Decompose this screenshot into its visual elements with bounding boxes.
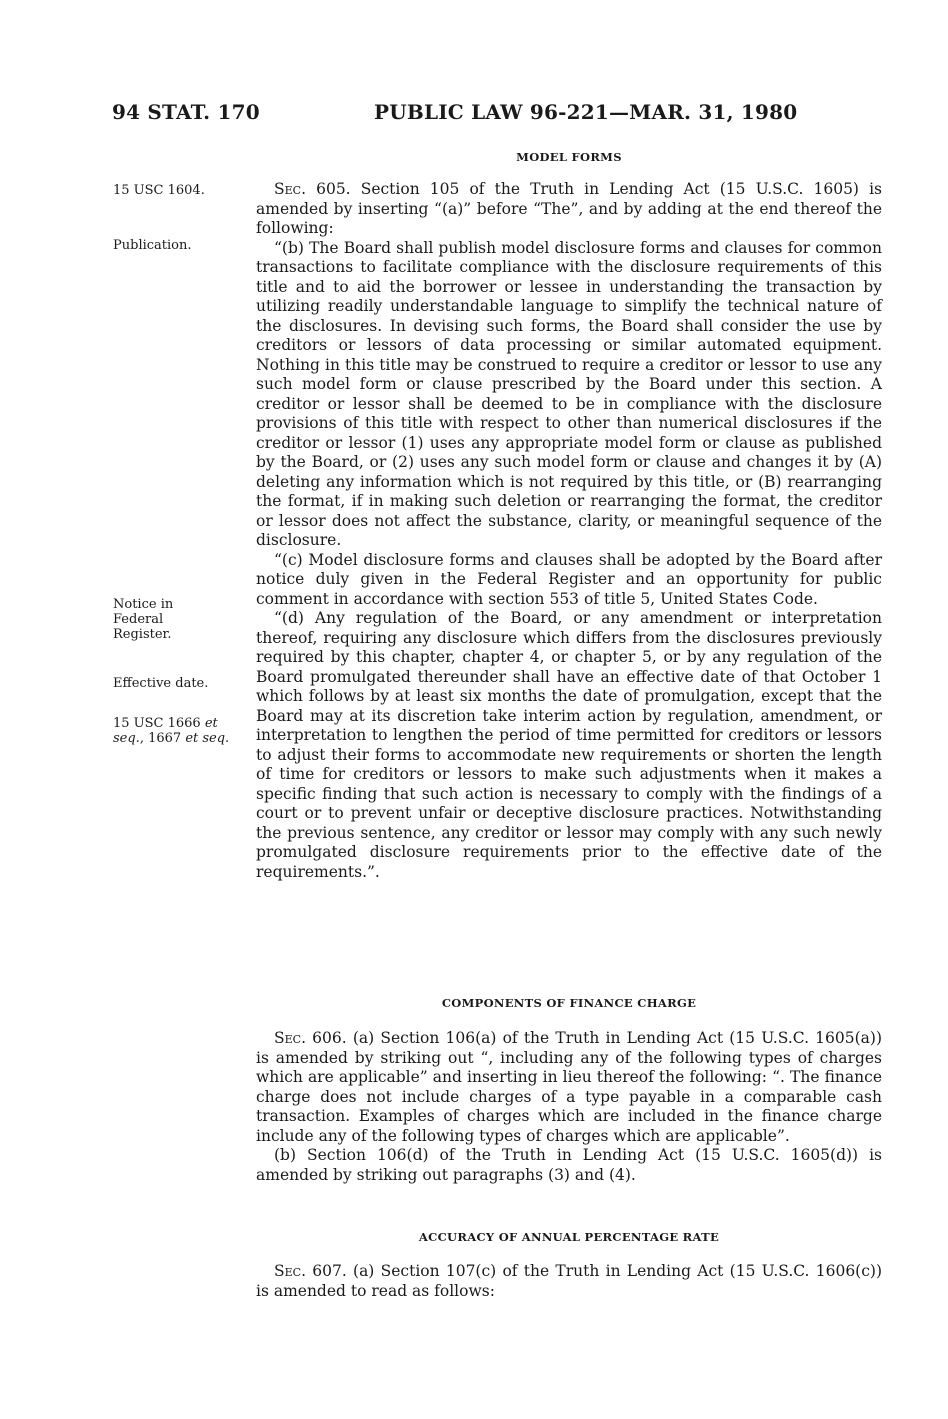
section-606-subsection-a (256, 1029, 882, 1146)
section-605-body (256, 180, 882, 882)
margin-note-line: Federal (113, 612, 164, 627)
citation-italic: et seq. (185, 731, 230, 746)
section-605-subsection-d: “(d) Any regulation of the Board, or any amendment or interpretation thereof, requiring any disclosure which differs from the disclosures previously required by this chapter, chapter 4, or chapter 5, or by any regulation of the Board promulgated thereunder shall have an effective date of that October 1 which follows by at least six months the date of promulgation, except that the Board may at its discretion take interim action by regulation, amendment, or interpretation to lengthen the period of time permitted for creditors or lessors to adjust their forms to accommodate new requirements or shorten the length of time for creditors or lessors to make such adjustments when it makes a specific finding that such action is necessary to comply with the findings of a court or to prevent unfair or deceptive disclosure practices. Notwithstanding the previous sentence, any creditor or lessor may comply with any such newly promulgated disclosure requirements prior to the effective date of the requirements.”. (256, 609, 882, 881)
heading-model-forms: MODEL FORMS (516, 150, 622, 164)
heading-components-finance-charge: COMPONENTS OF FINANCE CHARGE (441, 996, 697, 1010)
section-606-subsection-b: (b) Section 106(d) of the Truth in Lending Act (15 U.S.C. 1605(d)) is amended by striking out paragraphs (3) and (4). (256, 1146, 882, 1184)
section-605-intro (256, 180, 882, 239)
section-label: Sec. (274, 180, 306, 198)
margin-note-effective-date: Effective date. (113, 676, 209, 691)
section-607-body (256, 1262, 882, 1301)
margin-note-notice-federal-register (113, 597, 243, 642)
section-label: Sec. (274, 1262, 306, 1280)
stat-reference: 94 STAT. 170 (112, 100, 260, 124)
margin-note-usc-1604: 15 USC 1604. (113, 183, 205, 198)
section-text: 605. Section 105 of the Truth in Lending Act (15 U.S.C. 1605) is amended by inserting “(a)” before “The”, and by adding at the end thereof the following: (256, 180, 882, 237)
citation-text: , 1667 (139, 731, 186, 746)
section-label: Sec. (274, 1029, 306, 1047)
section-606-body (256, 1029, 882, 1185)
citation-italic: seq. (113, 731, 140, 746)
section-text: 607. (a) Section 107(c) of the Truth in Lending Act (15 U.S.C. 1606(c)) is amended to read as follows: (256, 1262, 882, 1300)
margin-note-line: Register. (113, 627, 172, 642)
law-title: PUBLIC LAW 96-221—MAR. 31, 1980 (374, 100, 798, 124)
margin-note-usc-1666 (113, 716, 243, 746)
citation-italic: et (204, 716, 218, 731)
section-605-subsection-b: “(b) The Board shall publish model disclosure forms and clauses for common transactions to facilitate compliance with the disclosure requirements of this title and to aid the borrower or lessee in understanding the transaction by utilizing readily understandable language to simplify the technical nature of the disclosures. In devising such forms, the Board shall consider the use by creditors or lessors of data processing or similar automated equipment. Nothing in this title may be construed to require a creditor or lessor to use any such model form or clause prescribed by the Board under this section. A creditor or lessor shall be deemed to be in compliance with the disclosure provisions of this title with respect to other than numerical disclosures if the creditor or lessor (1) uses any appropriate model form or clause as published by the Board, or (2) uses any such model form or clause and changes it by (A) deleting any information which is not required by this title, or (B) rearranging the format, if in making such deletion or rearranging the format, the creditor or lessor does not affect the substance, clarity, or meaningful sequence of the disclosure. (256, 238, 882, 549)
margin-note-line: Notice in (113, 597, 174, 612)
section-607-subsection-a (256, 1262, 882, 1301)
heading-accuracy-apr: ACCURACY OF ANNUAL PERCENTAGE RATE (418, 1230, 720, 1244)
margin-note-publication: Publication. (113, 238, 192, 253)
section-605-subsection-c: “(c) Model disclosure forms and clauses shall be adopted by the Board after notice duly given in the Federal Register and an opportunity for public comment in accordance with section 553 of title 5, United States Code. (256, 550, 882, 608)
citation-text: 15 USC 1666 (113, 716, 205, 731)
section-text: 606. (a) Section 106(a) of the Truth in Lending Act (15 U.S.C. 1605(a)) is amended by striking out “, including any of the following types of charges which are applicable” and inserting in lieu thereof the following: “. The finance charge does not include charges of a type payable in a comparable cash transaction. Examples of charges which are included in the finance charge include any of the following types of charges which are applicable”. (256, 1029, 882, 1145)
